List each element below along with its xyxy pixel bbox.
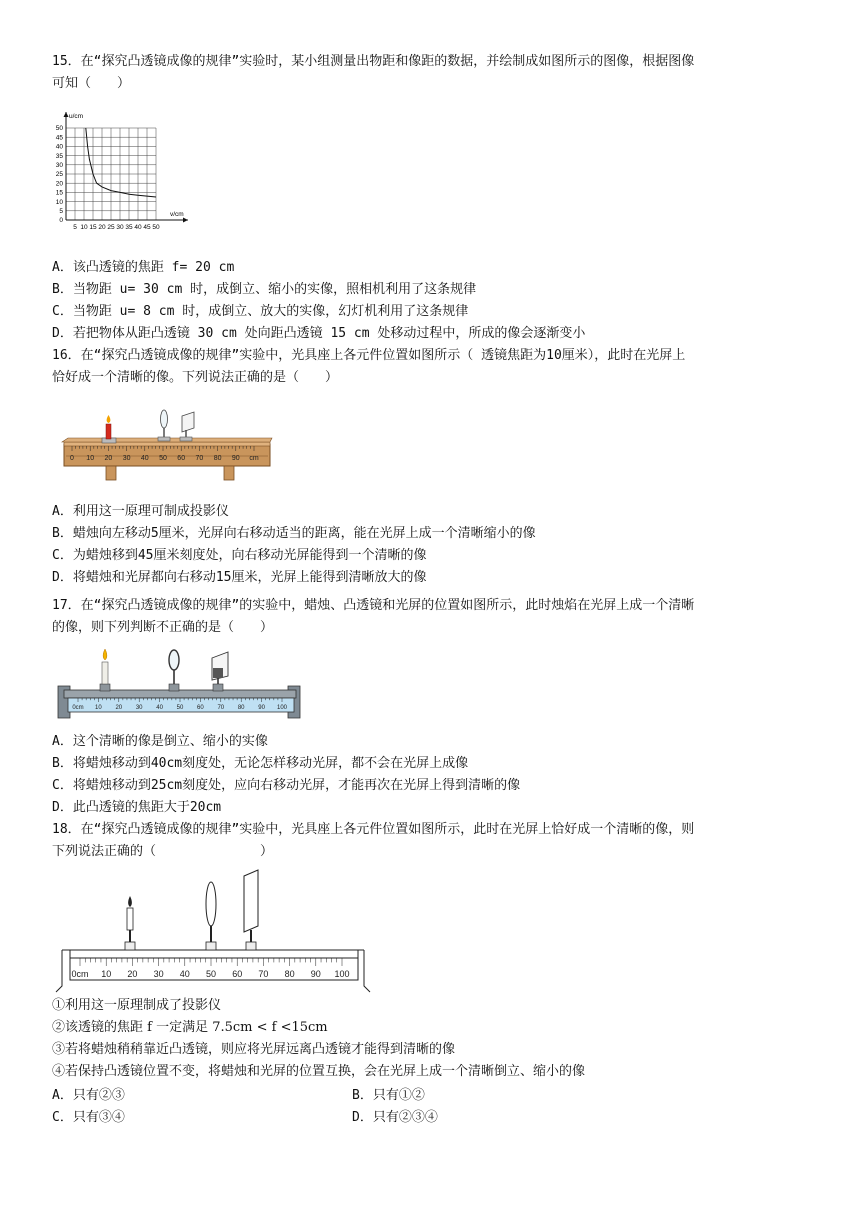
y-tick-label: 20	[55, 180, 63, 188]
q18-statement-2: ②该透镜的焦距 f 一定满足 7.5cm < f <15cm	[52, 1020, 328, 1035]
q18-lens	[206, 882, 216, 926]
scale-label: 100	[334, 969, 350, 979]
y-tick-label: 45	[55, 134, 63, 142]
scale-label: cm	[249, 455, 259, 462]
q17-option-b: B．将蜡烛移动到40cm刻度处，无论怎样移动光屏，都不会在光屏上成像	[52, 756, 469, 771]
q17-lens	[169, 650, 179, 670]
scale-label: 0cm	[71, 969, 89, 979]
scale-label: 30	[135, 705, 143, 711]
scale-label: 90	[310, 969, 321, 979]
q18-option-b: B．只有①②	[352, 1088, 425, 1103]
scale-label: 70	[258, 969, 269, 979]
q18-option-d: D．只有②③④	[352, 1110, 438, 1125]
scale-label: 0	[70, 455, 74, 462]
q16-optical-bench-figure	[58, 408, 276, 484]
scale-label: 100	[276, 705, 288, 711]
scale-label: 30	[122, 455, 131, 462]
q17-rail	[64, 690, 296, 698]
x-tick-label: 50	[152, 224, 160, 231]
q18-statement-3: ③若将蜡烛稍稍靠近凸透镜，则应将光屏远离凸透镜才能得到清晰的像	[52, 1042, 456, 1057]
y-tick-label: 10	[55, 198, 63, 206]
y-axis-arrow-icon	[64, 112, 69, 117]
q18-support-left	[56, 950, 70, 992]
q17-option-a: A．这个清晰的像是倒立、缩小的实像	[52, 734, 268, 749]
y-tick-label: 15	[55, 189, 63, 197]
x-tick-label: 25	[107, 224, 115, 231]
q18-flame-icon	[128, 896, 132, 907]
q18-stem-line1: 18．在“探究凸透镜成像的规律”实验中，光具座上各元件位置如图所示，此时在光屏上恰好成一个清晰的像，则	[52, 822, 695, 837]
scale-label: 10	[86, 455, 95, 462]
y-tick-label: 40	[55, 143, 63, 151]
q15-stem-line2: 可知（ ）	[52, 76, 131, 91]
scale-label: 40	[179, 969, 190, 979]
y-tick-label: 35	[55, 152, 63, 160]
scale-label: 80	[284, 969, 295, 979]
scale-label: 10	[95, 705, 102, 711]
y-tick-label: 0	[59, 217, 63, 225]
x-tick-label: 5	[73, 224, 77, 231]
q15-option-c: C．当物距 u= 8 cm 时，成倒立、放大的实像，幻灯机利用了这条规律	[52, 304, 469, 319]
q16-stem-line1: 16．在“探究凸透镜成像的规律”实验中，光具座上各元件位置如图所示（ 透镜焦距为10厘米），此时在光屏上	[52, 348, 686, 363]
q16-candle	[106, 424, 111, 439]
q18-stem-line2: 下列说法正确的（ ）	[52, 844, 274, 859]
scale-label: 50	[205, 969, 217, 979]
scale-label: 50	[176, 705, 184, 711]
q18-statement-1: ①利用这一原理制成了投影仪	[52, 998, 222, 1013]
q18-rail	[70, 950, 358, 958]
q15-graph	[52, 108, 202, 236]
q18-option-a: A．只有②③	[52, 1088, 125, 1103]
q17-stem-line1: 17．在“探究凸透镜成像的规律”的实验中，蜡烛、凸透镜和光屏的位置如图所示，此时烛焰在光屏上成一个清晰	[52, 598, 695, 613]
x-tick-label: 40	[134, 224, 142, 231]
q16-option-d: D．将蜡烛和光屏都向右移动15厘米，光屏上能得到清晰放大的像	[52, 570, 427, 585]
q17-option-d: D．此凸透镜的焦距大于20cm	[52, 800, 222, 815]
x-tick-label: 10	[80, 224, 88, 231]
scale-label: 60	[197, 705, 204, 711]
q16-option-a: A．利用这一原理可制成投影仪	[52, 504, 229, 519]
x-axis-arrow-icon	[183, 218, 188, 223]
x-axis-label: v/cm	[170, 211, 184, 218]
scale-label: 80	[213, 455, 222, 462]
x-tick-label: 35	[125, 224, 133, 231]
q15-option-d: D．若把物体从距凸透镜 30 cm 处向距凸透镜 15 cm 处移动过程中，所成的像会逐渐变小	[52, 326, 586, 341]
scale-label: 60	[232, 969, 243, 979]
q15-option-a: A．该凸透镜的焦距 f= 20 cm	[52, 260, 235, 275]
y-axis-label: u/cm	[69, 113, 84, 120]
x-tick-label: 20	[98, 224, 106, 231]
scale-label: 20	[104, 455, 113, 462]
q16-lens	[161, 410, 168, 428]
scale-label: 80	[237, 705, 245, 711]
q17-optical-bench-figure	[56, 646, 304, 722]
q17-flame-icon	[103, 649, 107, 660]
scale-label: 90	[258, 705, 265, 711]
q16-option-c: C．为蜡烛移到45厘米刻度处，向右移动光屏能得到一个清晰的像	[52, 548, 427, 563]
q16-screen	[182, 412, 194, 432]
q15-stem-line1: 15．在“探究凸透镜成像的规律”实验时，某小组测量出物距和像距的数据，并绘制成如图所示的图像，根据图像	[52, 54, 695, 69]
x-tick-label: 15	[89, 224, 97, 231]
q17-candle	[102, 662, 108, 684]
y-tick-label: 5	[59, 208, 63, 215]
q15-option-b: B．当物距 u= 30 cm 时，成倒立、缩小的实像，照相机利用了这条规律	[52, 282, 477, 297]
scale-label: 20	[127, 969, 138, 979]
scale-label: 90	[231, 455, 240, 462]
y-tick-label: 25	[55, 171, 63, 179]
y-tick-label: 50	[55, 125, 63, 133]
q18-optical-bench-figure	[52, 866, 374, 994]
scale-label: 0cm	[72, 705, 84, 711]
scale-label: 40	[156, 705, 163, 711]
q16-bench-leg-right	[224, 466, 234, 480]
q18-screen	[244, 870, 258, 932]
q16-stem-line2: 恰好成一个清晰的像。下列说法正确的是（ ）	[52, 370, 339, 385]
scale-label: 70	[217, 705, 225, 711]
x-tick-label: 30	[116, 224, 124, 231]
q17-option-c: C．将蜡烛移动到25cm刻度处，应向右移动光屏，才能再次在光屏上得到清晰的像	[52, 778, 521, 793]
scale-label: 30	[153, 969, 164, 979]
q18-option-c: C．只有③④	[52, 1110, 125, 1125]
q18-candle	[127, 908, 133, 930]
x-tick-label: 45	[143, 224, 151, 231]
scale-label: 70	[195, 455, 204, 462]
q18-statement-4: ④若保持凸透镜位置不变，将蜡烛和光屏的位置互换，会在光屏上成一个清晰倒立、缩小的像	[52, 1064, 586, 1079]
y-tick-label: 30	[55, 162, 63, 169]
q17-stem-line2: 的像，则下列判断不正确的是（ ）	[52, 620, 274, 635]
q16-flame-icon	[107, 415, 111, 423]
scale-label: 60	[177, 455, 186, 462]
scale-label: 10	[101, 969, 112, 979]
scale-label: 50	[159, 455, 167, 462]
scale-label: 40	[140, 455, 149, 462]
q16-bench-leg-left	[106, 466, 116, 480]
scale-label: 20	[115, 705, 123, 711]
data-curve	[86, 128, 156, 197]
q16-option-b: B．蜡烛向左移动5厘米，光屏向右移动适当的距离，能在光屏上成一个清晰缩小的像	[52, 526, 536, 541]
